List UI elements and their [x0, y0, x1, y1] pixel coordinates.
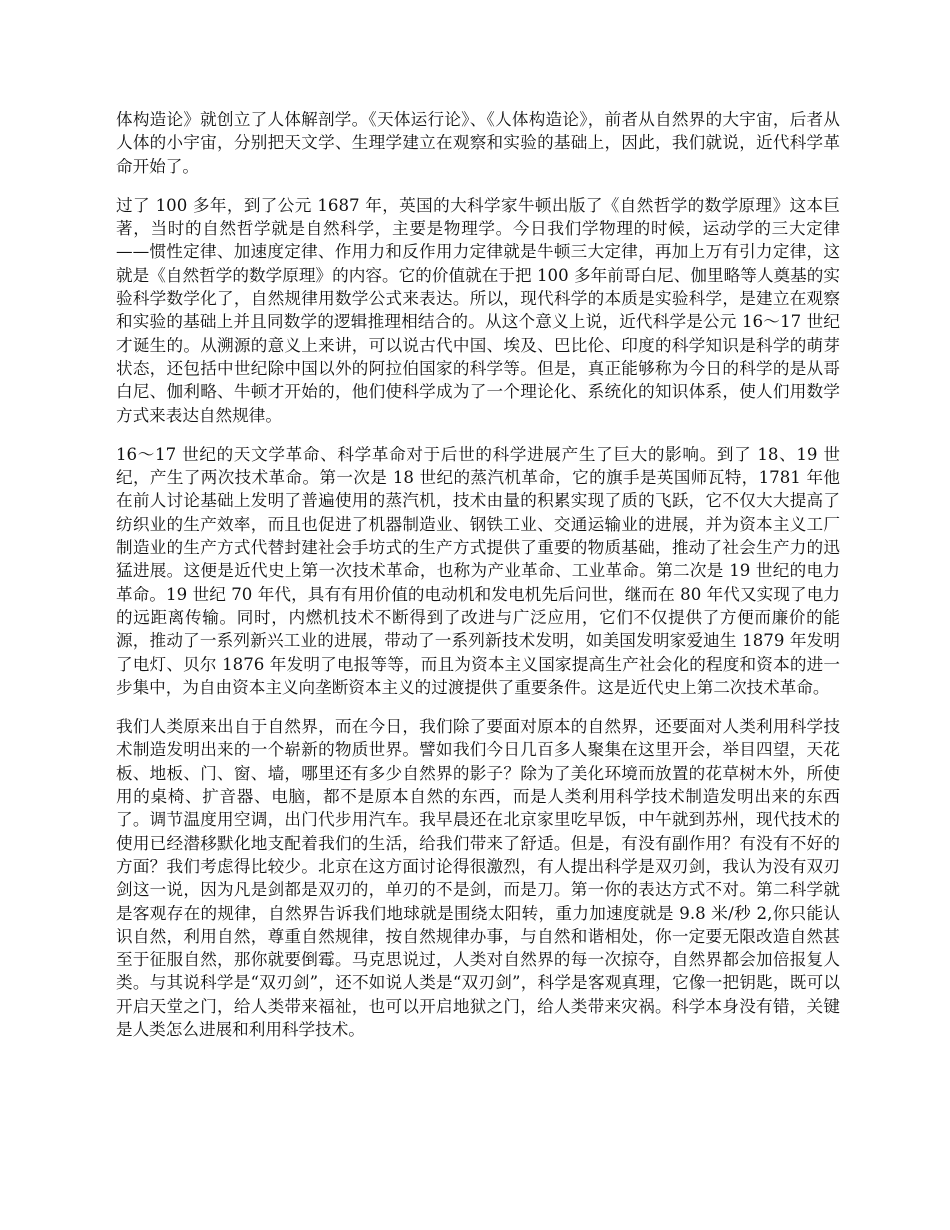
paragraph-2: 过了 100 多年，到了公元 1687 年，英国的大科学家牛顿出版了《自然哲学的数学原理》这本巨著，当时的自然哲学就是自然科学，主要是物理学。今日我们学物理的时候，运动学的三大定律——惯性定律、加速度定律、作用力和反作用力定律就是牛顿三大定律，再加上万有引力定律，这就是《自然哲学的数学原理》的内容。它的价值就在于把 100 多年前哥白尼、伽里略等人奠基的实验科学数学化了，自然规律用数学公式来表达。所以，现代科学的本质是实验科学，是建立在观察和实验的基础上并且同数学的逻辑推理相结合的。从这个意义上说，近代科学是公元 16～17 世纪才诞生的。从溯源的意义上来讲，可以说古代中国、埃及、巴比伦、印度的科学知识是科学的萌芽状态，还包括中世纪除中国以外的阿拉伯国家的科学等。但是，真正能够称为今日的科学的是从哥白尼、伽利略、牛顿才开始的，他们使科学成为了一个理论化、系统化的知识体系，使人们用数学方式来表达自然规律。	[116, 195, 840, 425]
paragraph-3: 16～17 世纪的天文学革命、科学革命对于后世的科学进展产生了巨大的影响。到了 18、19 世纪，产生了两次技术革命。第一次是 18 世纪的蒸汽机革命，它的旗手是英国师瓦特，1781 年他在前人讨论基础上发明了普遍使用的蒸汽机，技术由量的积累实现了质的飞跃，它不仅大大提高了纺织业的生产效率，而且也促进了机器制造业、钢铁工业、交通运输业的进展，并为资本主义工厂制造业的生产方式代替封建社会手坊式的生产方式提供了重要的物质基础，推动了社会生产力的迅猛进展。这便是近代史上第一次技术革命，也称为产业革命、工业革命。第二次是 19 世纪的电力革命。19 世纪 70 年代，具有有用价值的电动机和发电机先后问世，继而在 80 年代又实现了电力的远距离传输。同时，内燃机技术不断得到了改进与广泛应用，它们不仅提供了方便而廉价的能源，推动了一系列新兴工业的进展，带动了一系列新技术发明，如美国发明家爱迪生 1879 年发明了电灯、贝尔 1876 年发明了电报等等，而且为资本主义国家提高生产社会化的程度和资本的进一步集中，为自由资本主义向垄断资本主义的过渡提供了重要条件。这是近代史上第二次技术革命。	[116, 444, 840, 697]
document-body	[116, 108, 840, 1057]
paragraph-4: 我们人类原来出自于自然界，而在今日，我们除了要面对原本的自然界，还要面对人类利用科学技术制造发明出来的一个崭新的物质世界。譬如我们今日几百多人聚集在这里开会，举目四望，天花板、地板、门、窗、墙，哪里还有多少自然界的影子？除为了美化环境而放置的花草树木外，所使用的桌椅、扩音器、电脑，都不是原本自然的东西，而是人类利用科学技术制造发明出来的东西了。调节温度用空调，出门代步用汽车。我早晨还在北京家里吃早饭，中午就到苏州，现代技术的使用已经潜移默化地支配着我们的生活，给我们带来了舒适。但是，有没有副作用？有没有不好的方面？我们考虑得比较少。北京在这方面讨论得很激烈，有人提出科学是双刃剑，我认为没有双刃剑这一说，因为凡是剑都是双刃的，单刃的不是剑，而是刀。第一你的表达方式不对。第二科学就是客观存在的规律，自然界告诉我们地球就是围绕太阳转，重力加速度就是 9.8 米/秒 2,你只能认识自然，利用自然，尊重自然规律，按自然规律办事，与自然和谐相处，你一定要无限改造自然甚至于征服自然，那你就要倒霉。马克思说过，人类对自然界的每一次掠夺，自然界都会加倍报复人类。与其说科学是“双刃剑”，还不如说人类是“双刃剑”，科学是客观真理，它像一把钥匙，既可以开启天堂之门，给人类带来福祉，也可以开启地狱之门，给人类带来灾祸。科学本身没有错，关键是人类怎么进展和利用科学技术。	[116, 717, 840, 1039]
paragraph-1: 体构造论》就创立了人体解剖学。《天体运行论》、《人体构造论》，前者从自然界的大宇宙，后者从人体的小宇宙，分别把天文学、生理学建立在观察和实验的基础上，因此，我们就说，近代科学革命开始了。	[116, 110, 840, 176]
